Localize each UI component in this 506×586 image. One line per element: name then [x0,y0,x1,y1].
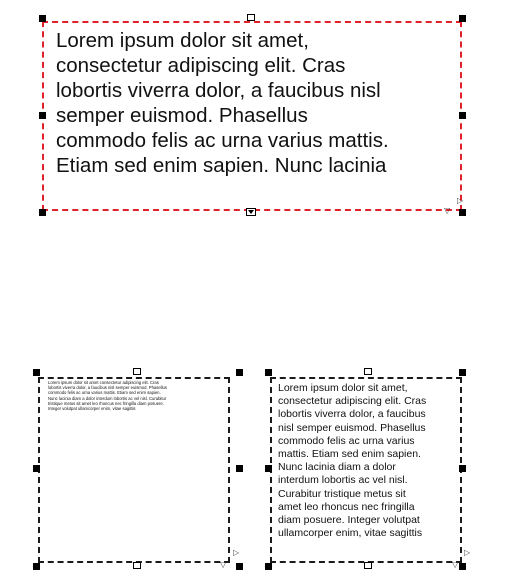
link-arrow-icon[interactable]: ▽ [444,206,451,215]
handle-middle-right[interactable] [459,112,466,119]
link-arrow-icon[interactable]: ▽ [220,560,227,569]
handle-top-center[interactable] [133,368,141,375]
handle-top-center[interactable] [247,14,255,21]
handle-bottom-center[interactable] [364,562,372,569]
overflow-arrow-icon[interactable]: ▷ [464,548,471,557]
handle-bottom-left[interactable] [33,563,40,570]
link-arrow-icon[interactable]: ▽ [452,560,459,569]
handle-top-right[interactable] [459,15,466,22]
overflow-arrow-icon[interactable]: ▷ [233,548,240,557]
handle-bottom-left[interactable] [39,209,46,216]
handle-bottom-left[interactable] [265,563,272,570]
text-frame-main-text[interactable]: Lorem ipsum dolor sit amet, consectetur adipiscing elit. Cras lobortis viverra dolor, a faucibus nisl semper euismod. Phasellus commodo felis ac urna varius mattis. Etiam sed enim sapien. Nunc lacinia [56,29,389,177]
handle-top-center[interactable] [364,368,372,375]
handle-bottom-right[interactable] [459,563,466,570]
handle-top-right[interactable] [459,369,466,376]
handle-bottom-right[interactable] [236,563,243,570]
overflow-arrow-icon[interactable]: ▷ [457,196,464,205]
handle-middle-right[interactable] [459,465,466,472]
text-frame-right-text[interactable]: Lorem ipsum dolor sit amet, consectetur adipiscing elit. Cras lobortis viverra dolor, a faucibus nisl semper euismod. Phasellus commodo felis ac urna varius mattis. Etiam sed enim sapien. Nunc lacinia diam a dolor interdum lobortis ac vel nisl. Curabitur tristique metus sit amet leo rhoncus nec fringilla diam posuere. Integer volutpat ullamcorper enim, vitae sagittis [278,382,427,540]
text-overflow-icon[interactable] [246,208,256,216]
handle-top-left[interactable] [265,369,272,376]
handle-bottom-right[interactable] [459,209,466,216]
handle-middle-left[interactable] [33,465,40,472]
handle-bottom-center[interactable] [133,562,141,569]
handle-top-right[interactable] [236,369,243,376]
handle-top-left[interactable] [33,369,40,376]
handle-middle-left[interactable] [265,465,272,472]
text-frame-left-text[interactable]: Lorem ipsum dolor sit amet consectetur adipiscing elit. Cras lobortis viverra dolor, a faucibus nisl semper euismod. Phasellus commodo felis ac urna varius mattis. Etiam sed enim sapien. Nunc lacinia diam a dolor interdum lobortis ac vel nisl. Curabitur tristique metus sit amet leo rhoncus nec fringilla diam posuere. Integer volutpat ullamcorper enim, vitae sagittis [48,380,167,412]
handle-top-left[interactable] [39,15,46,22]
handle-middle-right[interactable] [236,465,243,472]
handle-middle-left[interactable] [39,112,46,119]
